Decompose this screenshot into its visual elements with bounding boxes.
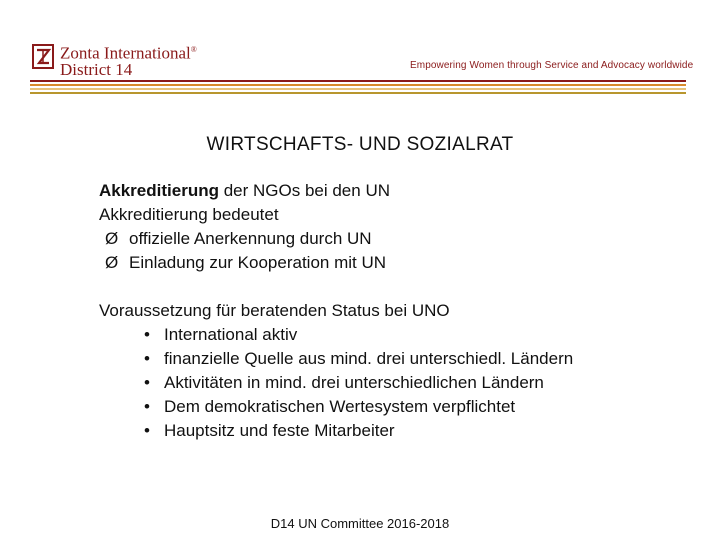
bullet-item-text: Aktivitäten in mind. drei unterschiedlichen Ländern [164,373,544,392]
registered-mark: ® [190,45,197,54]
requirements-heading: Voraussetzung für beratenden Status bei UNO [99,301,450,320]
arrow-list-item [99,251,573,275]
arrow-bullet-icon: Ø [105,253,119,272]
org-name [60,42,197,78]
bullet-icon: • [144,421,150,440]
arrow-item-text: Einladung zur Kooperation mit UN [129,253,387,272]
spacer [99,275,573,299]
slide-title: WIRTSCHAFTS- UND SOZIALRAT [206,134,514,155]
bullet-icon: • [144,325,150,344]
intro-line [99,179,573,203]
bullet-icon: • [144,373,150,392]
header-stripe-4 [30,92,686,94]
bullet-list-item [99,419,573,443]
bullet-list-item [99,323,573,347]
arrow-list-item [99,227,573,251]
zonta-logo-icon [32,44,54,69]
arrow-bullet-icon: Ø [105,229,119,248]
accreditation-line: Akkreditierung bedeutet [99,205,279,224]
header-stripe-3 [30,88,686,90]
header-stripe-1 [30,80,686,82]
bullet-item-text: Hauptsitz und feste Mitarbeiter [164,421,395,440]
bullet-item-text: Dem demokratischen Wertesystem verpflichtet [164,397,516,416]
bullet-item-text: finanzielle Quelle aus mind. drei unterschiedl. Ländern [164,349,574,368]
bullet-list-item [99,371,573,395]
org-name-line1: Zonta International [60,43,191,63]
bullet-icon: • [144,397,150,416]
bullet-icon: • [144,349,150,368]
tagline: Empowering Women through Service and Advocacy worldwide [410,60,694,71]
bullet-item-text: International aktiv [164,325,298,344]
bullet-list-item [99,395,573,419]
header-stripe-2 [30,84,686,86]
org-name-line2: District 14 [60,59,133,79]
bullet-list-item [99,347,573,371]
slide-body [99,179,573,443]
arrow-item-text: offizielle Anerkennung durch UN [129,229,372,248]
intro-bold: Akkreditierung [99,181,219,200]
slide-header [0,0,720,100]
slide-footer: D14 UN Committee 2016-2018 [270,516,450,531]
intro-rest: der NGOs bei den UN [218,181,390,200]
